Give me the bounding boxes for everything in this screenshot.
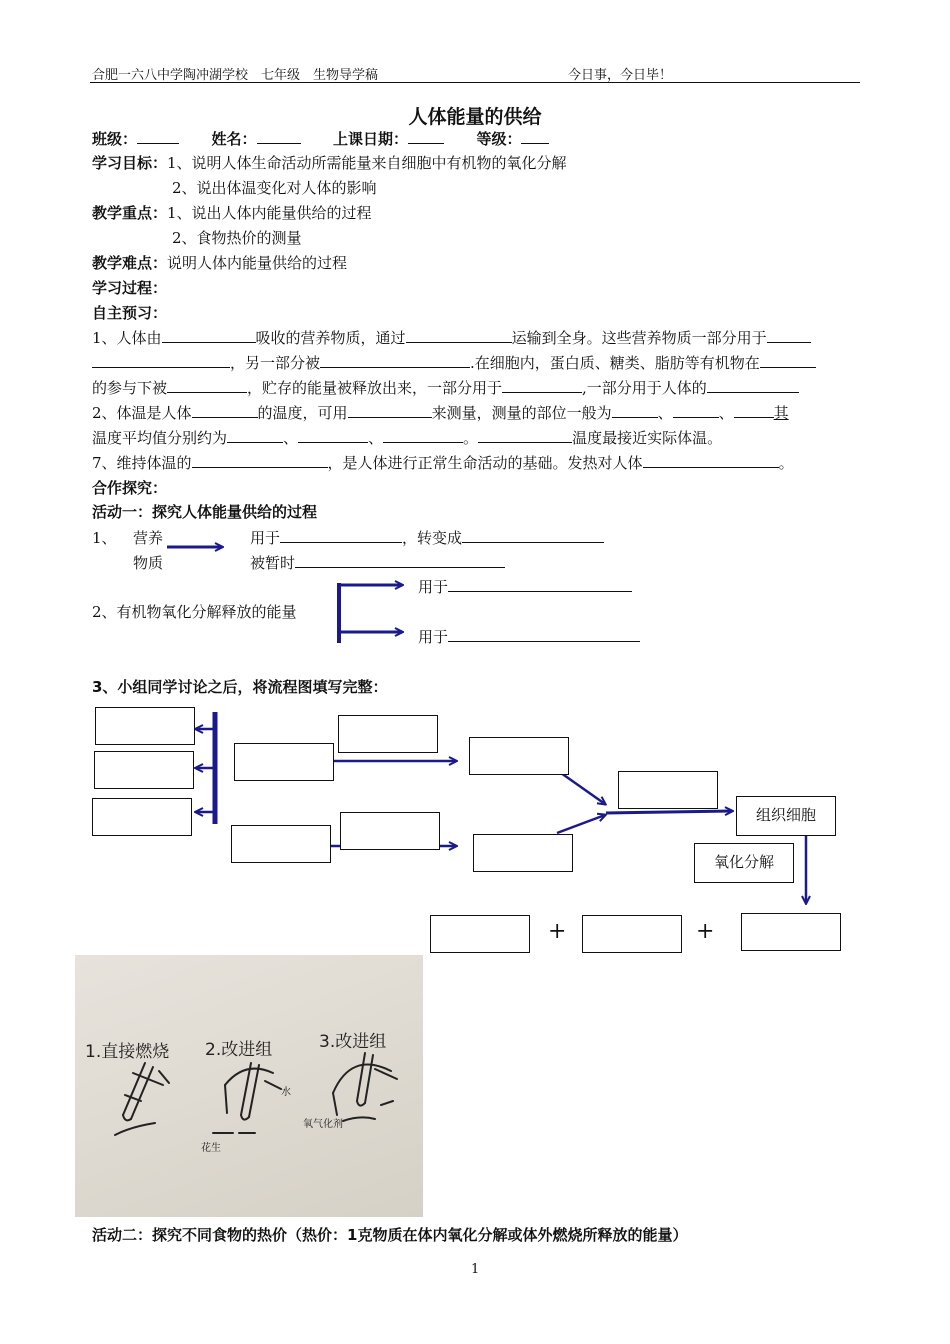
photo-small-3: 氧气化剂 — [303, 1119, 343, 1130]
flow-box-lower-target[interactable] — [473, 834, 573, 872]
class-label: 班级： — [92, 130, 138, 148]
q2-text: 温度最接近实际体温。 — [572, 429, 723, 447]
keypoints-label: 教学重点： — [92, 204, 168, 222]
preview-label: 自主预习： — [92, 304, 168, 322]
q1-text: ,一部分用于人体的 — [582, 379, 707, 397]
flow-box-lower-label[interactable] — [340, 812, 440, 850]
flow-arrow-to-merge-1 — [561, 773, 605, 804]
flow-box-product-1[interactable] — [430, 915, 530, 953]
q1-text: .在细胞内，蛋白质、糖类、脂肪等有机物在 — [470, 354, 760, 372]
page-title: 人体能量的供给 — [408, 106, 542, 128]
q2-text: 其 — [773, 404, 789, 422]
cooperate-label: 合作探究： — [92, 479, 168, 497]
q2-text: 、 — [368, 429, 384, 447]
difficulty-text: 说明人体内能量供给的过程 — [167, 254, 348, 272]
item1-word1: 营养 — [133, 529, 164, 547]
flow-box-merge[interactable] — [618, 771, 718, 809]
q2-text: 、 — [657, 404, 673, 422]
flow-arrow-to-cell — [606, 811, 732, 813]
q1-text: 1、人体由 — [92, 329, 162, 347]
process-label: 学习过程： — [92, 279, 168, 297]
q1-text: 的参与下被 — [92, 379, 168, 397]
item2-use1: 用于 — [418, 578, 449, 596]
keypoint-item: 1、说出人体内能量供给的过程 — [167, 204, 372, 222]
flow-arrow-to-merge-2 — [557, 815, 605, 833]
handdrawn-sketch — [75, 955, 423, 1217]
q7-text: 。 — [778, 454, 794, 472]
grade-label: 等级： — [476, 130, 522, 148]
photo-small-2: 水 — [281, 1087, 291, 1098]
header-school: 合肥一六八中学陶冲湖学校 七年级 生物导学稿 — [92, 68, 379, 83]
flow-box-upper-target[interactable] — [469, 737, 569, 775]
flow-box-upper-label[interactable] — [338, 715, 438, 753]
q2-text: 来测量，测量的部位一般为 — [431, 404, 612, 422]
date-label: 上课日期： — [332, 130, 408, 148]
flow-box-left-2[interactable] — [94, 751, 194, 789]
item1-use: 用于 — [250, 529, 281, 547]
item2-text: 2、有机物氧化分解释放的能量 — [92, 603, 297, 621]
photo-label-2: 2.改进组 — [205, 1040, 273, 1060]
objectives-label: 学习目标： — [92, 154, 168, 172]
keypoint-item: 2、食物热价的测量 — [172, 229, 302, 247]
photo-label-1: 1.直接燃烧 — [85, 1042, 170, 1062]
item1-word2: 物质 — [133, 554, 164, 572]
objective-item: 1、说明人体生命活动所需能量来自细胞中有机物的氧化分解 — [167, 154, 567, 172]
plus-sign: + — [696, 919, 715, 944]
q7-text: ，是人体进行正常生命活动的基础。发热对人体 — [327, 454, 643, 472]
q2-text: 、 — [283, 429, 299, 447]
header-motto: 今日事，今日毕！ — [568, 68, 673, 83]
objective-item: 2、说出体温变化对人体的影响 — [172, 179, 377, 197]
difficulty-label: 教学难点： — [92, 254, 168, 272]
flow-box-cell: 组织细胞 — [736, 796, 836, 836]
handdrawn-photo — [75, 955, 423, 1217]
plus-sign: + — [548, 919, 567, 944]
activity1-title: 活动一：探究人体能量供给的过程 — [92, 503, 318, 521]
flow-box-upper-source[interactable] — [234, 743, 334, 781]
item1-store: 被暂时 — [250, 554, 296, 572]
q2-text: 的温度，可用 — [257, 404, 348, 422]
q1-text: 运输到全身。这些营养物质一部分用于 — [511, 329, 767, 347]
flow-box-left-3[interactable] — [92, 798, 192, 836]
q2-text: 温度平均值分别约为 — [92, 429, 228, 447]
q7-text: 7、维持体温的 — [92, 454, 192, 472]
item1-mid: ，转变成 — [402, 529, 463, 547]
q1-text: ，贮存的能量被释放出来，一部分用于 — [247, 379, 503, 397]
q2-text: 。 — [463, 429, 479, 447]
photo-small-1: 花生 — [201, 1143, 221, 1154]
q1-text: ，另一部分被 — [230, 354, 321, 372]
item3-text: 3、小组同学讨论之后，将流程图填写完整： — [92, 678, 388, 696]
flow-box-oxidize: 氧化分解 — [694, 843, 794, 883]
q2-text: 2、体温是人体 — [92, 404, 192, 422]
q2-text: 、 — [718, 404, 734, 422]
flow-box-lower-source[interactable] — [231, 825, 331, 863]
flow-box-product-3[interactable] — [741, 913, 841, 951]
q1-text: 吸收的营养物质，通过 — [255, 329, 406, 347]
photo-label-3: 3.改进组 — [319, 1032, 387, 1052]
page-number: 1 — [471, 1262, 480, 1277]
flow-box-product-2[interactable] — [582, 915, 682, 953]
name-label: 姓名： — [211, 130, 257, 148]
item2-use2: 用于 — [418, 628, 449, 646]
item1-num: 1、 — [92, 529, 117, 547]
activity2-title: 活动二：探究不同食物的热价（热价：1克物质在体内氧化分解或体外燃烧所释放的能量） — [92, 1226, 688, 1244]
flow-box-left-1[interactable] — [95, 707, 195, 745]
